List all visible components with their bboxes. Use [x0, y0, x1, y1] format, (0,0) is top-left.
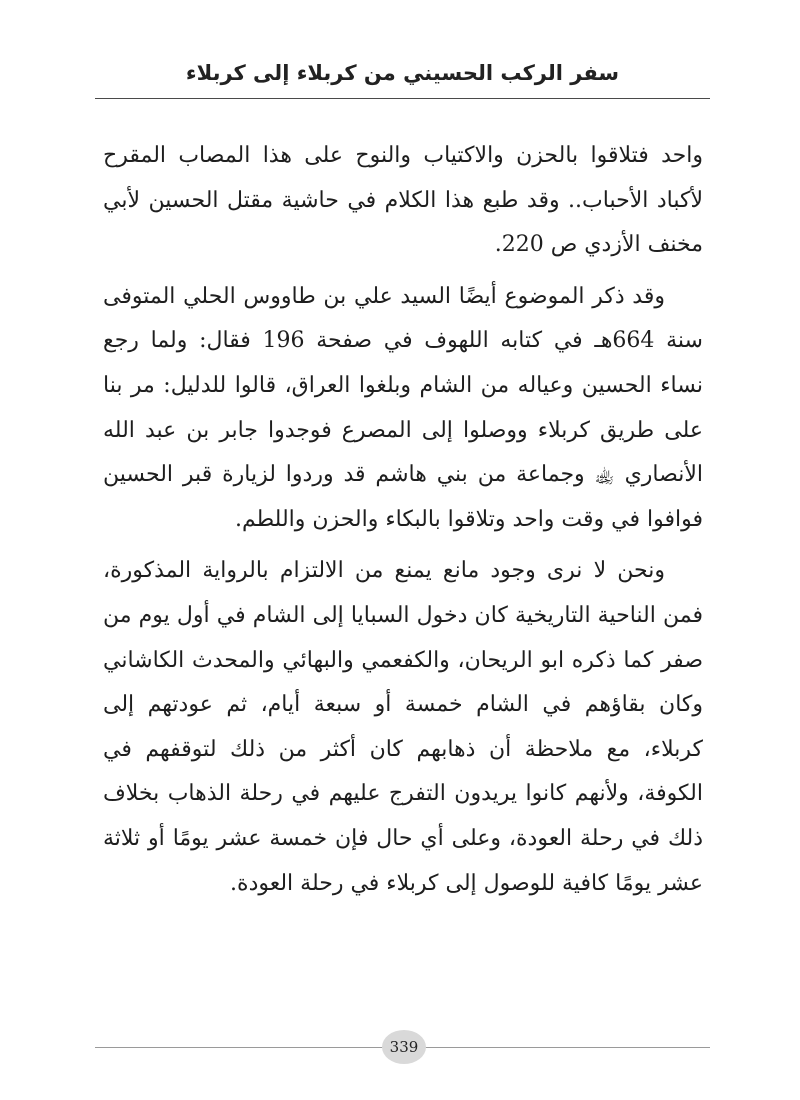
page-number: 339	[382, 1030, 426, 1064]
paragraph-1: واحد فتلاقوا بالحزن والاكتياب والنوح على هذا المصاب المقرح لأكباد الأحباب.. وقد طبع هذا الكلام في حاشية مقتل الحسين لأبي مخنف الأزدي ص 220.	[103, 143, 703, 258]
header-divider	[95, 98, 710, 99]
page-footer	[95, 1030, 710, 1066]
body-text	[103, 134, 703, 913]
paragraph-3: ونحن لا نرى وجود مانع يمنع من الالتزام بالرواية المذكورة، فمن الناحية التاريخية كان دخول السبايا إلى الشام في أول يوم من صفر كما ذكره ابو الريحان، والكفعمي والبهائي والمحدث الكاشاني وكان بقاؤهم في الشام خمسة أو سبعة أيام، ثم عودتهم إلى كربلاء، مع ملاحظة أن ذهابهم كان أكثر من ذلك لتوقفهم في الكوفة، ولأنهم كانوا يريدون التفرج عليهم في رحلة الذهاب بخلاف ذلك في رحلة العودة، وعلى أي حال فإن خمسة عشر يومًا أو ثلاثة عشر يومًا كافية للوصول إلى كربلاء في رحلة العودة.	[103, 558, 703, 896]
paragraph-2: وقد ذكر الموضوع أيضًا السيد علي بن طاووس الحلي المتوفى سنة 664هـ في كتابه اللهوف في صفحة 196 فقال: ولما رجع نساء الحسين وعياله من الشام وبلغوا العراق، قالوا للدليل: مر بنا على طريق كربلاء ووصلوا إلى المصرع فوجدوا جابر بن عبد الله الأنصاري ﵀ وجماعة من بني هاشم قد وردوا لزيارة قبر الحسين فوافوا في وقت واحد وتلاقوا بالبكاء والحزن واللطم.	[103, 283, 703, 532]
running-header: سفر الركب الحسيني من كربلاء إلى كربلاء	[185, 61, 620, 85]
